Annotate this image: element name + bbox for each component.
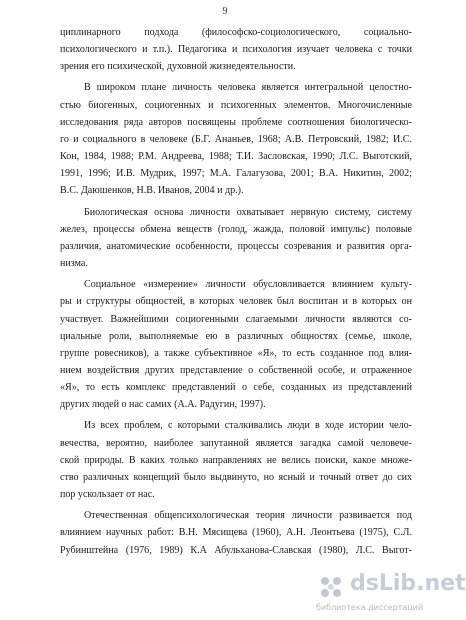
paragraph-6 <box>60 507 412 558</box>
text-line: 1991, 1996; И.В. Мудрик, 1997; М.А. Галагузова, 2001; В.А. Никитин, 2002; <box>60 168 412 180</box>
text-line: Из всех проблем, с которыми сталкивались люди в ходе истории чело- <box>84 420 412 432</box>
text-line: Социальное «измерение» личности обусловливается влиянием культу- <box>84 279 412 291</box>
text-line: психологического и т.п.). Педагогика и психология изучает человека с точки <box>60 44 412 56</box>
text-line: В широком плане личность человека является интегральной целостно- <box>84 82 412 94</box>
text-line: циальные роли, выполняемые ею в различных общностях (семье, школе, <box>60 330 412 342</box>
text-line: В.С. Даюшенков, Н.В. Иванов, 2004 и др.). <box>60 185 244 197</box>
text-line: стью биогенных, социогенных и психогенных элементов. Многочисленные <box>60 99 412 111</box>
paragraph-3 <box>60 204 412 273</box>
paragraph-2 <box>60 79 412 199</box>
text-line: низма. <box>60 258 88 270</box>
text-line: других людей о нас самих (А.А. Радугин, 1997). <box>60 399 266 411</box>
text-line: циплинарного подхода (философско-социологического, социально- <box>60 27 412 38</box>
text-line: ской природы. В каких только направлениях не велись поиски, какое множе- <box>60 454 412 466</box>
watermark-brand: dsLib.net <box>350 571 466 596</box>
text-line: зрения его психической, духовной жизнедеятельности. <box>60 61 296 73</box>
document-body <box>60 24 412 559</box>
text-line: го и социального в человеке (Б.Г. Ананьев, 1968; А.В. Петровский, 1982; И.С. <box>60 133 412 145</box>
dslib-watermark <box>316 571 466 615</box>
paragraph-5 <box>60 417 412 503</box>
page-number: 9 <box>222 6 228 17</box>
watermark-tagline: библиотека диссертаций <box>316 603 424 612</box>
text-line: различия, анатомические особенности, процессы созревания и развития орга- <box>60 240 412 252</box>
text-line: желез, процессы обмена веществ (голод, жажда, половой импульс) половые <box>60 223 412 235</box>
text-line: Рубинштейна (1976, 1989) К.А Абульханова-Славская (1980), Л.С. Выгот- <box>60 544 412 556</box>
text-line: влиянием научных работ: В.Н. Мясищева (1960), А.Н. Леонтьева (1975), С.Л. <box>60 527 412 539</box>
paragraph-4 <box>60 276 412 413</box>
text-line: «Я», то есть комплекс представлений о себе, созданных из представлений <box>60 382 412 394</box>
text-line: нием воздействия других представление о собственной особе, и отраженное <box>60 364 412 376</box>
text-line: пор ускользает от нас. <box>60 489 155 501</box>
paragraph-1 <box>60 24 412 75</box>
text-line: Биологическая основа личности охватывает нервную систему, систему <box>84 206 412 218</box>
text-line: группе ровесников), а также субъективное «Я», то есть созданное под влия- <box>60 347 412 359</box>
text-line: ры и структуры общностей, в которых человек был воспитан и в которых он <box>60 296 412 308</box>
dslib-logo-icon <box>316 573 346 603</box>
text-line: участвует. Важнейшими социогенными слагаемыми личности являются со- <box>60 313 412 325</box>
text-line: Кон, 1984, 1988; Р.М. Андреева, 1988; Т.И. Засловская, 1990; Л.С. Выготский, <box>60 151 412 163</box>
text-line: Отечественная общепсихологическая теория личности развивается под <box>84 510 412 522</box>
text-line: исследования ряда авторов посвящены проблеме соотношения биологическо- <box>60 116 412 128</box>
text-line: вечества, вероятно, наиболее запутанной является загадка самой человече- <box>60 437 412 449</box>
text-line: ство различных концепций было выдвинуто, но ясный и точный ответ до сих <box>60 471 412 483</box>
